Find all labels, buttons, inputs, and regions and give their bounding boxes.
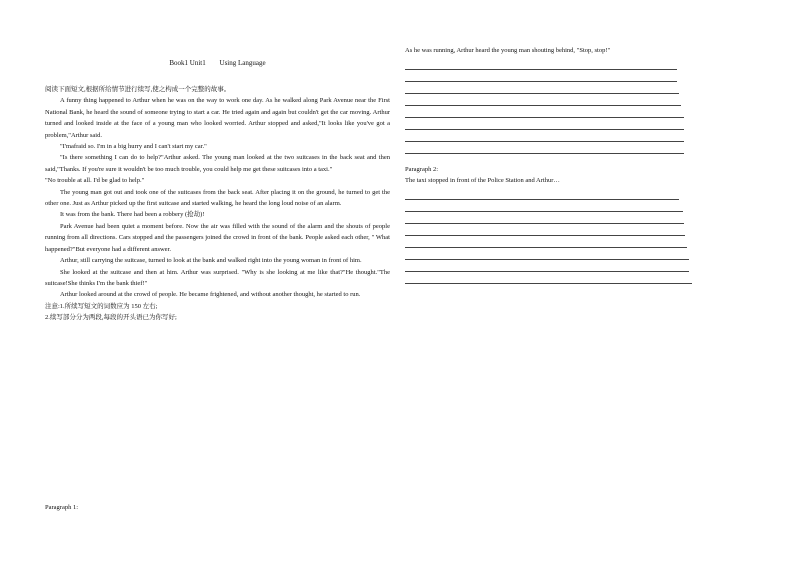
writing-lines-paragraph-2[interactable] xyxy=(405,188,695,284)
story-paragraph: She looked at the suitcase and then at him. Arthur was surprised. "Why is she looking at me like that?"He thought."The suitcase!She thinks I'm the bank thief!" xyxy=(45,268,390,287)
paragraph-2-label: Paragraph 2: xyxy=(405,166,439,173)
writing-line[interactable] xyxy=(405,106,684,118)
story-paragraph: The young man got out and took one of the suitcases from the back seat. After placing it on the ground, he turned to get the other one. Just as Arthur picked up the first suitcase and started walking, he heard the long loud noise of an alarm. xyxy=(45,188,390,208)
writing-line[interactable] xyxy=(405,142,684,154)
instruction-text: 阅读下面短文,根据所给情节进行续写,使之构成一个完整的故事。 xyxy=(45,86,231,93)
writing-line[interactable] xyxy=(405,188,679,200)
note-line-1: 注意:1.所续写短文的词数应为 150 左右; xyxy=(45,302,158,310)
writing-line[interactable] xyxy=(405,118,684,130)
writing-line[interactable] xyxy=(405,212,684,224)
paragraph-1-opening: As he was running, Arthur heard the young man shouting behind, "Stop, stop!" xyxy=(405,47,611,54)
worksheet-title xyxy=(45,58,390,69)
writing-line[interactable] xyxy=(405,272,692,284)
story-paragraph: Arthur, still carrying the suitcase, turned to look at the bank and walked right into the young woman in front of him. xyxy=(60,257,362,265)
writing-line[interactable] xyxy=(405,248,689,260)
writing-line[interactable] xyxy=(405,200,683,212)
story-text xyxy=(45,95,390,300)
writing-line[interactable] xyxy=(405,224,685,236)
writing-line[interactable] xyxy=(405,130,684,142)
story-paragraph: "No trouble at all. I'd be glad to help." xyxy=(45,177,145,185)
writing-line[interactable] xyxy=(405,70,677,82)
book-unit: Book1 Unit1 xyxy=(169,59,206,67)
story-paragraph: "Is there something I can do to help?"Arthur asked. The young man looked at the two suitcases in the back seat and then said,"Thanks. If you're sure it wouldn't be too much trouble, you could help me get these suitcases into a taxi." xyxy=(45,154,390,173)
section-name: Using Language xyxy=(219,59,266,67)
writing-line[interactable] xyxy=(405,94,681,106)
writing-line[interactable] xyxy=(405,236,687,248)
note-line-2: 2.续写部分分为两段,每段的开头语已为你写好; xyxy=(45,314,177,322)
story-paragraph: "I'mafraid so. I'm in a big hurry and I can't start my car." xyxy=(60,143,207,151)
paragraph-1-label: Paragraph 1: xyxy=(45,504,79,511)
writing-lines-paragraph-1[interactable] xyxy=(405,58,695,154)
paragraph-2-opening: The taxi stopped in front of the Police Station and Arthur… xyxy=(405,177,560,184)
story-paragraph: Park Avenue had been quiet a moment before. Now the air was filled with the sound of the alarm and the shouts of people running from all directions. Cars stopped and the passengers joined the crowd in front of the bank. People asked each other, " What happened?"But everyone had a different answer. xyxy=(45,222,390,253)
right-column xyxy=(405,45,695,284)
writing-line[interactable] xyxy=(405,260,689,272)
story-paragraph: It was from the bank. There had been a robbery (抢劫)! xyxy=(60,211,205,219)
story-paragraph: Arthur looked around at the crowd of people. He became frightened, and without another thought, he started to run. xyxy=(60,291,361,299)
left-column xyxy=(45,58,390,324)
story-paragraph: A funny thing happened to Arthur when he was on the way to work one day. As he walked along Park Avenue near the First National Bank, he heard the sound of someone trying to start a car. He tried again and again but couldn't get the car moving. Arthur turned and looked inside at the face of a young man who looked worried. Arthur stopped and asked,"It looks like you've got a problem,"Arthur said. xyxy=(45,97,390,139)
writing-line[interactable] xyxy=(405,58,677,70)
writing-line[interactable] xyxy=(405,82,679,94)
